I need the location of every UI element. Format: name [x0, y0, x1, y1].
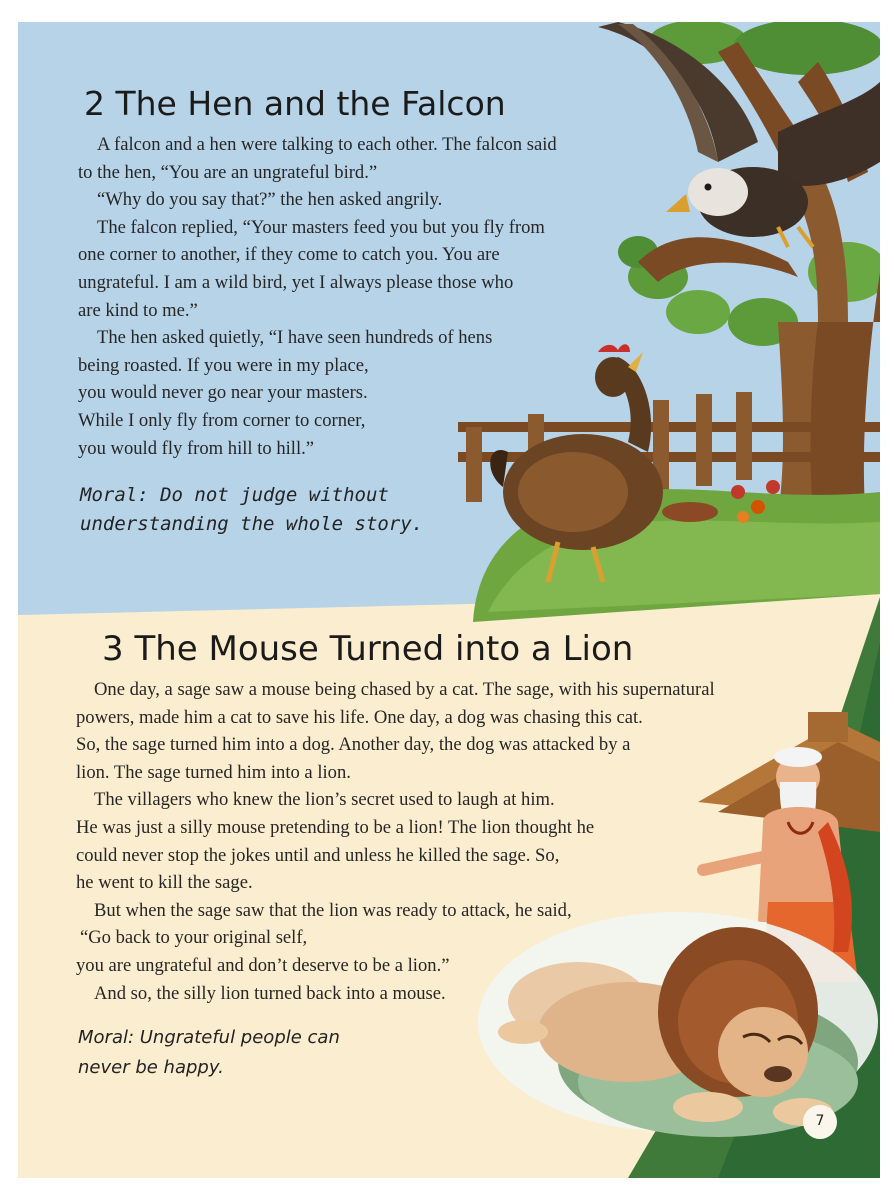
story-line: And so, the silly lion turned back into a mouse. — [94, 982, 446, 1004]
story-line: are kind to me.” — [78, 299, 198, 321]
moral-mouse-lion — [78, 1023, 340, 1083]
story-body-mouse-lion — [76, 676, 715, 1007]
moral-line: Moral: Do not judge without — [80, 484, 389, 506]
story-body-hen-falcon — [78, 131, 557, 462]
story-line: He was just a silly mouse pretending to be a lion! The lion thought he — [76, 816, 595, 838]
story-line: The villagers who knew the lion’s secret used to laugh at him. — [94, 789, 555, 811]
story-line: ungrateful. I am a wild bird, yet I always please those who — [78, 271, 514, 293]
story-line: to the hen, “You are an ungrateful bird.” — [78, 161, 378, 183]
story-line: you would never go near your masters. — [78, 382, 368, 404]
book-page — [18, 22, 880, 1178]
story-line: he went to kill the sage. — [76, 872, 253, 894]
page-number: 7 — [815, 1113, 825, 1129]
story-line: One day, a sage saw a mouse being chased by a cat. The sage, with his supernatural — [94, 679, 715, 700]
story-line: The falcon replied, “Your masters feed you but you fly from — [97, 216, 545, 238]
story-line: So, the sage turned him into a dog. Another day, the dog was attacked by a — [76, 734, 631, 756]
moral-line: understanding the whole story. — [80, 513, 424, 535]
story-line: While I only fly from corner to corner, — [78, 409, 366, 431]
story-line: A falcon and a hen were talking to each other. The falcon said — [97, 134, 557, 155]
moral-line: never be happy. — [78, 1057, 224, 1078]
moral-hen-falcon — [80, 481, 423, 539]
story-line: But when the sage saw that the lion was ready to attack, he said, — [94, 899, 572, 921]
story-line: being roasted. If you were in my place, — [78, 354, 369, 376]
story-line: “Go back to your original self, — [80, 927, 308, 949]
story-title-hen-falcon: 2 The Hen and the Falcon — [84, 84, 506, 123]
story-line: powers, made him a cat to save his life. One day, a dog was chasing this cat. — [76, 706, 643, 728]
story-line: The hen asked quietly, “I have seen hundreds of hens — [97, 327, 493, 349]
story-title-mouse-lion: 3 The Mouse Turned into a Lion — [102, 629, 634, 669]
moral-line: Moral: Ungrateful people can — [78, 1027, 340, 1048]
story-line: lion. The sage turned him into a lion. — [76, 761, 351, 783]
story-line: one corner to another, if they come to catch you. You are — [78, 244, 500, 266]
story-line: you are ungrateful and don’t deserve to be a lion.” — [76, 954, 450, 976]
story-line: “Why do you say that?” the hen asked angrily. — [97, 189, 443, 211]
story-line: you would fly from hill to hill.” — [78, 437, 315, 459]
story-line: could never stop the jokes until and unless he killed the sage. So, — [76, 844, 560, 866]
